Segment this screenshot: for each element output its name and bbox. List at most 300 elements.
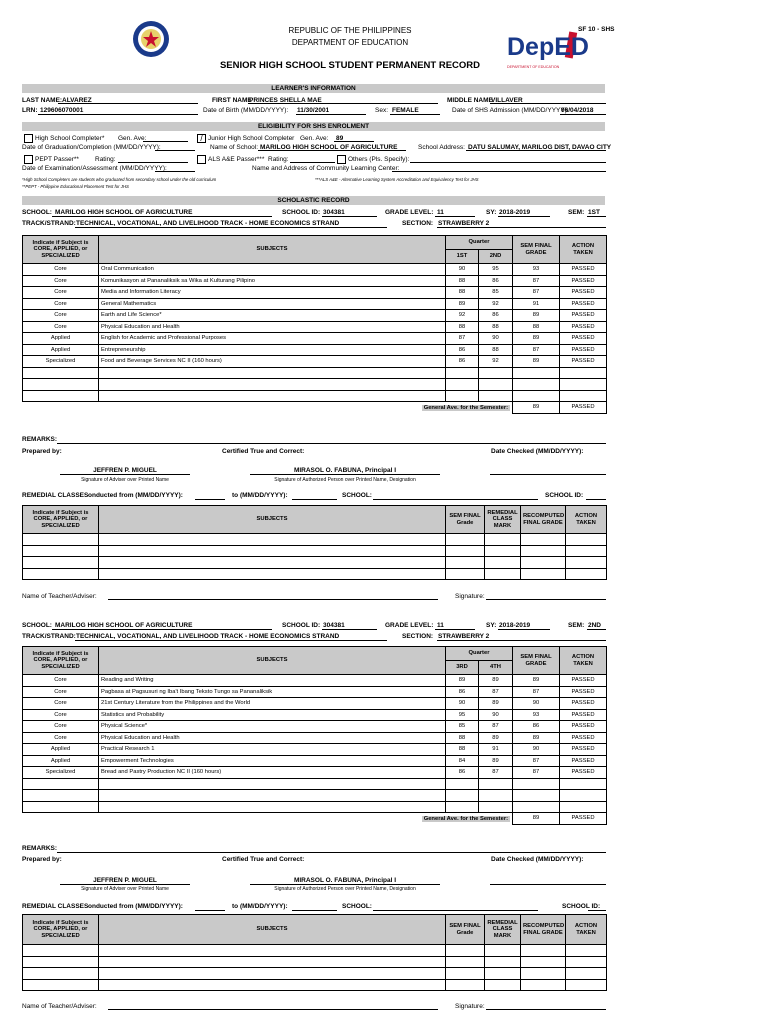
table-row: [23, 778, 607, 790]
quarter-a-grade: [446, 390, 479, 402]
remedial-cell[interactable]: [566, 956, 607, 968]
remedial-cell[interactable]: [99, 956, 446, 968]
remedial-cell[interactable]: [566, 945, 607, 957]
subject-type: Applied: [23, 344, 99, 356]
clc-label: Name and Address of Community Learning Center:: [252, 165, 400, 172]
remedial-cell[interactable]: [23, 968, 99, 980]
sem2-track-label: TRACK/STRAND:: [22, 633, 76, 640]
sem2-remarks-label: REMARKS:: [22, 845, 58, 852]
remedial-cell[interactable]: [521, 557, 566, 569]
subject-type: [23, 778, 99, 790]
sem1-to-label: to (MM/DD/YYYY):: [232, 492, 288, 499]
table-row: [23, 344, 607, 356]
remedial-cell[interactable]: [446, 545, 485, 557]
jhs-gen-ave-label: Gen. Ave:: [300, 135, 329, 142]
remedial-cell[interactable]: [485, 545, 521, 557]
quarter-a-grade: 90: [446, 698, 479, 710]
remedial-cell[interactable]: [23, 568, 99, 580]
action-taken: PASSED: [560, 732, 607, 744]
remedial-cell[interactable]: [485, 956, 521, 968]
remedial-cell[interactable]: [485, 557, 521, 569]
subject-type: Specialized: [23, 767, 99, 779]
remedial-cell[interactable]: [446, 968, 485, 980]
sem2-to-label: to (MM/DD/YYYY):: [232, 903, 288, 910]
jhs-completer-checkbox[interactable]: /: [197, 134, 206, 143]
action-taken: PASSED: [560, 709, 607, 721]
table-row: [23, 264, 607, 276]
quarter-a-grade: [446, 801, 479, 813]
sem1-school-value: MARILOG HIGH SCHOOL OF AGRICULTURE: [55, 209, 193, 216]
sem1-rem-school-label: SCHOOL:: [342, 492, 372, 499]
sem1-sy-label: SY:: [486, 209, 497, 216]
sem1-date-checked-label: Date Checked (MM/DD/YYYY):: [491, 448, 584, 455]
note-als: ***ALS A&E - Alternative Learning System Accreditation and Equivalency Test for JHS: [315, 177, 479, 182]
middle-name-value: VILLAVER: [491, 97, 523, 104]
sem-final-grade: 89: [513, 333, 560, 345]
action-taken: PASSED: [560, 333, 607, 345]
sem2-gen-action: PASSED: [560, 813, 607, 825]
pept-label: PEPT Passer**: [35, 156, 79, 163]
remedial-cell[interactable]: [99, 534, 446, 546]
sem1-sem-label: SEM:: [568, 209, 585, 216]
remedial-cell[interactable]: [99, 545, 446, 557]
sem-final-grade: [513, 367, 560, 379]
others-checkbox[interactable]: [337, 155, 346, 164]
sem-final-grade: [513, 390, 560, 402]
subject-name: Statistics and Probability: [99, 709, 446, 721]
remedial-cell[interactable]: [99, 557, 446, 569]
remedial-cell[interactable]: [23, 979, 99, 991]
subject-type: Core: [23, 321, 99, 333]
table-row: [23, 275, 607, 287]
quarter-b-grade: 89: [479, 698, 513, 710]
quarter-b-grade: [479, 778, 513, 790]
action-taken: PASSED: [560, 744, 607, 756]
sem1-gen-action: PASSED: [560, 402, 607, 414]
subject-type: Core: [23, 264, 99, 276]
deped-logo-text: DepED: [507, 33, 589, 61]
action-taken: PASSED: [560, 698, 607, 710]
exam-date-label: Date of Examination/Assessment (MM/DD/YYYY):: [22, 165, 167, 172]
subject-type: [23, 379, 99, 391]
sem-final-grade: [513, 790, 560, 802]
sem2-rem-head-indicate: Indicate if Subject is CORE, APPLIED, or SPECIALIZED: [23, 915, 99, 945]
remedial-cell[interactable]: [566, 968, 607, 980]
sem1-remarks-label: REMARKS:: [22, 436, 58, 443]
hs-gen-ave-label: Gen. Ave:: [118, 135, 147, 142]
quarter-a-grade: 88: [446, 287, 479, 299]
sem2-head-q1: 3RD: [446, 661, 479, 675]
quarter-a-grade: 88: [446, 275, 479, 287]
remedial-cell[interactable]: [446, 945, 485, 957]
lrn-label: LRN:: [22, 107, 38, 114]
subject-type: Core: [23, 686, 99, 698]
subject-name: Empowerment Technologies: [99, 755, 446, 767]
table-row: [23, 675, 607, 687]
sem2-prepared-label: Prepared by:: [22, 856, 62, 863]
sem2-rem-head-subjects: SUBJECTS: [99, 915, 446, 945]
action-taken: [560, 367, 607, 379]
table-row: [23, 321, 607, 333]
remedial-cell[interactable]: [99, 968, 446, 980]
sem1-prepared-label: Prepared by:: [22, 448, 62, 455]
als-checkbox[interactable]: [197, 155, 206, 164]
sem-final-grade: 89: [513, 732, 560, 744]
sem-final-grade: 91: [513, 298, 560, 310]
quarter-b-grade: 89: [479, 732, 513, 744]
sem1-gen-ave-value: 89: [513, 402, 560, 414]
sem1-adviser-caption: Signature of Adviser over Printed Name: [81, 477, 169, 483]
sex-label: Sex:: [375, 107, 389, 114]
remedial-cell[interactable]: [99, 945, 446, 957]
quarter-a-grade: 86: [446, 344, 479, 356]
remedial-cell[interactable]: [566, 557, 607, 569]
action-taken: PASSED: [560, 686, 607, 698]
sem1-head-final: SEM FINAL GRADE: [513, 236, 560, 264]
sem1-rem-head-subjects: SUBJECTS: [99, 506, 446, 534]
remedial-cell[interactable]: [23, 534, 99, 546]
sem1-head-indicate: Indicate if Subject is CORE, APPLIED, or SPECIALIZED: [23, 236, 99, 264]
sem-final-grade: 93: [513, 264, 560, 276]
remedial-cell[interactable]: [566, 534, 607, 546]
sem1-track-value: TECHNICAL, VOCATIONAL, AND LIVELIHOOD TRACK - HOME ECONOMICS STRAND: [76, 220, 340, 227]
remedial-cell[interactable]: [485, 534, 521, 546]
action-taken: PASSED: [560, 264, 607, 276]
sem2-gen-ave-value: 89: [513, 813, 560, 825]
subject-type: Core: [23, 287, 99, 299]
subject-name: [99, 367, 446, 379]
sem2-school-id-label: SCHOOL ID:: [282, 622, 321, 629]
quarter-b-grade: 91: [479, 744, 513, 756]
remedial-cell[interactable]: [99, 979, 446, 991]
sem2-head-action: ACTION TAKEN: [560, 647, 607, 675]
sem2-principal-caption: Signature of Authorized Person over Printed Name, Designation: [274, 886, 416, 892]
sem2-grade-value: 11: [437, 622, 444, 629]
quarter-b-grade: [479, 367, 513, 379]
sem2-grade-label: GRADE LEVEL:: [385, 622, 434, 629]
remedial-cell[interactable]: [566, 979, 607, 991]
remedial-cell[interactable]: [23, 956, 99, 968]
remedial-cell[interactable]: [23, 945, 99, 957]
remedial-row: [23, 968, 607, 980]
quarter-a-grade: 86: [446, 767, 479, 779]
quarter-b-grade: 90: [479, 709, 513, 721]
sem-final-grade: 89: [513, 675, 560, 687]
action-taken: [560, 379, 607, 391]
subject-name: [99, 790, 446, 802]
quarter-a-grade: 92: [446, 310, 479, 322]
action-taken: [560, 790, 607, 802]
remedial-row: [23, 945, 607, 957]
remedial-cell[interactable]: [446, 979, 485, 991]
sem2-rem-head-final: SEM FINAL Grade: [446, 915, 485, 945]
action-taken: PASSED: [560, 310, 607, 322]
action-taken: [560, 801, 607, 813]
middle-name-label: MIDDLE NAME: [447, 97, 493, 104]
sem1-section-label: SECTION:: [402, 220, 434, 227]
sem1-grade-label: GRADE LEVEL:: [385, 209, 434, 216]
sem2-school-label: SCHOOL:: [22, 622, 52, 629]
quarter-b-grade: [479, 379, 513, 391]
sem1-remedial-label: REMEDIAL CLASSES: [22, 492, 89, 499]
quarter-b-grade: 89: [479, 675, 513, 687]
sem1-school-label: SCHOOL:: [22, 209, 52, 216]
pept-rating-label: Rating:: [95, 156, 116, 163]
table-row: [23, 333, 607, 345]
sem2-head-indicate: Indicate if Subject is CORE, APPLIED, or SPECIALIZED: [23, 647, 99, 675]
remedial-cell[interactable]: [521, 545, 566, 557]
republic-text: REPUBLIC OF THE PHILIPPINES: [288, 26, 412, 35]
subject-name: General Mathematics: [99, 298, 446, 310]
table-row: [23, 721, 607, 733]
subject-name: Komunikasyon at Pananaliksik sa Wika at Kulturang Pilipino: [99, 275, 446, 287]
scholastic-record-band: SCHOLASTIC RECORD: [22, 196, 605, 205]
sem1-school-id-label: SCHOOL ID:: [282, 209, 321, 216]
subject-name: Media and Information Literacy: [99, 287, 446, 299]
quarter-b-grade: 95: [479, 264, 513, 276]
quarter-a-grade: 86: [446, 356, 479, 368]
sem1-signature-label: Signature:: [455, 593, 485, 600]
sem1-adviser-name: JEFFREN P. MIGUEL: [93, 467, 157, 474]
remedial-cell[interactable]: [99, 568, 446, 580]
sem2-school-id-value: 304381: [323, 622, 345, 629]
sem-final-grade: [513, 778, 560, 790]
subject-type: [23, 790, 99, 802]
table-row: [23, 790, 607, 802]
subject-type: Core: [23, 310, 99, 322]
quarter-b-grade: 87: [479, 721, 513, 733]
table-row: [23, 379, 607, 391]
quarter-a-grade: 84: [446, 755, 479, 767]
sem-final-grade: 90: [513, 744, 560, 756]
remedial-cell[interactable]: [521, 534, 566, 546]
pept-checkbox[interactable]: [24, 155, 33, 164]
remedial-row: [23, 956, 607, 968]
quarter-b-grade: [479, 790, 513, 802]
quarter-a-grade: 95: [446, 709, 479, 721]
subject-name: Reading and Writing: [99, 675, 446, 687]
action-taken: PASSED: [560, 321, 607, 333]
sem2-conducted-label: onducted from (MM/DD/YYYY):: [88, 903, 183, 910]
dob-label: Date of Birth (MM/DD/YYYY):: [203, 107, 289, 114]
subject-type: [23, 367, 99, 379]
subject-name: Practical Research 1: [99, 744, 446, 756]
sem1-sy-value: 2018-2019: [499, 209, 531, 216]
sem1-rem-head-recomputed: RECOMPUTED FINAL GRADE: [521, 506, 566, 534]
sem2-grades-table: [22, 646, 607, 825]
subject-name: Oral Communication: [99, 264, 446, 276]
sem2-rem-head-action: ACTION TAKEN: [566, 915, 607, 945]
hs-completer-label: High School Completer*: [35, 135, 105, 142]
subject-type: Applied: [23, 755, 99, 767]
sem-final-grade: [513, 801, 560, 813]
sem2-rem-head-mark: REMEDIAL CLASS MARK: [485, 915, 521, 945]
school-name-label: Name of School:: [210, 144, 259, 151]
sem2-sy-label: SY:: [486, 622, 497, 629]
sem-final-grade: 86: [513, 721, 560, 733]
school-name-value: MARILOG HIGH SCHOOL OF AGRICULTURE: [260, 144, 398, 151]
subject-name: Physical Education and Health: [99, 321, 446, 333]
remedial-row: [23, 557, 607, 569]
sem-final-grade: 89: [513, 310, 560, 322]
hs-completer-checkbox[interactable]: [24, 134, 33, 143]
note-pept: **PEPT - Philippine Educational Placement Test for JHS: [22, 184, 129, 189]
action-taken: PASSED: [560, 721, 607, 733]
remedial-cell[interactable]: [485, 945, 521, 957]
remedial-cell[interactable]: [485, 968, 521, 980]
table-row: [23, 310, 607, 322]
department-text: DEPARTMENT OF EDUCATION: [291, 38, 409, 47]
table-row: [23, 755, 607, 767]
quarter-b-grade: 86: [479, 275, 513, 287]
quarter-a-grade: 88: [446, 732, 479, 744]
subject-name: [99, 379, 446, 391]
sem-final-grade: 88: [513, 321, 560, 333]
sem2-remedial-label: REMEDIAL CLASSES: [22, 903, 89, 910]
admission-value: 06/04/2018: [561, 107, 594, 114]
subject-type: Core: [23, 698, 99, 710]
remedial-row: [23, 545, 607, 557]
sem-final-grade: 90: [513, 698, 560, 710]
quarter-a-grade: 90: [446, 264, 479, 276]
sem-final-grade: 87: [513, 287, 560, 299]
remedial-cell[interactable]: [446, 534, 485, 546]
remedial-cell[interactable]: [521, 568, 566, 580]
quarter-b-grade: 87: [479, 686, 513, 698]
sem1-head-quarter: Quarter: [446, 236, 513, 250]
sem2-teacher-label: Name of Teacher/Adviser:: [22, 1003, 97, 1010]
deped-seal-logo: [132, 20, 170, 58]
first-name-label: FIRST NAME: [212, 97, 252, 104]
als-label: ALS A&E Passer***: [208, 156, 265, 163]
table-row: [23, 767, 607, 779]
sem-final-grade: 93: [513, 709, 560, 721]
deped-logo: [505, 30, 615, 74]
subject-name: Entrepreneurship: [99, 344, 446, 356]
action-taken: PASSED: [560, 298, 607, 310]
table-row: [23, 801, 607, 813]
sem1-school-id-value: 304381: [323, 209, 345, 216]
quarter-a-grade: [446, 379, 479, 391]
quarter-b-grade: 90: [479, 333, 513, 345]
remedial-row: [23, 979, 607, 991]
remedial-cell[interactable]: [566, 568, 607, 580]
remedial-cell[interactable]: [485, 568, 521, 580]
table-row: [23, 367, 607, 379]
sem2-certified-label: Certified True and Correct:: [222, 856, 305, 863]
table-row: [23, 298, 607, 310]
remedial-cell[interactable]: [521, 979, 566, 991]
remedial-cell[interactable]: [446, 956, 485, 968]
sem2-sem-label: SEM:: [568, 622, 585, 629]
subject-name: Pagbasa at Pagsusuri ng Iba't Ibang Teksto Tungo sa Pananaliksik: [99, 686, 446, 698]
remedial-cell[interactable]: [521, 956, 566, 968]
sem1-teacher-label: Name of Teacher/Adviser:: [22, 593, 97, 600]
eligibility-band: ELIGIBILITY FOR SHS ENROLMENT: [22, 122, 605, 131]
sem1-rem-head-action: ACTION TAKEN: [566, 506, 607, 534]
quarter-b-grade: 92: [479, 298, 513, 310]
sem2-gen-ave-label: General Ave. for the Semester:: [23, 813, 513, 825]
remedial-cell[interactable]: [521, 968, 566, 980]
quarter-a-grade: [446, 790, 479, 802]
action-taken: PASSED: [560, 755, 607, 767]
lrn-value: 129606070001: [40, 107, 84, 114]
sem-final-grade: 87: [513, 275, 560, 287]
sem2-head-quarter: Quarter: [446, 647, 513, 661]
remedial-cell[interactable]: [23, 557, 99, 569]
subject-type: Applied: [23, 333, 99, 345]
action-taken: PASSED: [560, 675, 607, 687]
sem1-conducted-label: onducted from (MM/DD/YYYY):: [88, 492, 183, 499]
subject-name: Food and Beverage Services NC II (160 hours): [99, 356, 446, 368]
grad-date-label: Date of Graduation/Completion (MM/DD/YYYY):: [22, 144, 161, 151]
subject-name: Bread and Pastry Production NC II (160 hours): [99, 767, 446, 779]
sem2-sy-value: 2018-2019: [499, 622, 531, 629]
subject-name: Earth and Life Science*: [99, 310, 446, 322]
sem1-grade-value: 11: [437, 209, 444, 216]
admission-label: Date of SHS Admission (MM/DD/YYYY):: [452, 107, 569, 114]
sex-value: FEMALE: [392, 107, 419, 114]
remedial-cell[interactable]: [446, 557, 485, 569]
action-taken: PASSED: [560, 356, 607, 368]
sem1-sem-value: 1ST: [588, 209, 600, 216]
table-row: [23, 709, 607, 721]
subject-type: Core: [23, 675, 99, 687]
subject-type: Core: [23, 721, 99, 733]
subject-name: English for Academic and Professional Purposes: [99, 333, 446, 345]
remedial-row: [23, 534, 607, 546]
subject-name: [99, 390, 446, 402]
quarter-b-grade: 88: [479, 344, 513, 356]
sem1-rem-head-indicate: Indicate if Subject is CORE, APPLIED, or SPECIALIZED: [23, 506, 99, 534]
subject-type: Core: [23, 732, 99, 744]
remedial-cell[interactable]: [23, 545, 99, 557]
others-label: Others (Pls. Specify):: [348, 156, 410, 163]
school-address-label: School Address:: [418, 144, 465, 151]
table-row: [23, 698, 607, 710]
sem1-rem-head-final: SEM FINAL Grade: [446, 506, 485, 534]
sem1-principal-caption: Signature of Authorized Person over Printed Name, Designation: [274, 477, 416, 483]
sem2-date-checked-label: Date Checked (MM/DD/YYYY):: [491, 856, 584, 863]
sem2-track-value: TECHNICAL, VOCATIONAL, AND LIVELIHOOD TRACK - HOME ECONOMICS STRAND: [76, 633, 340, 640]
action-taken: PASSED: [560, 344, 607, 356]
quarter-b-grade: 87: [479, 767, 513, 779]
remedial-cell[interactable]: [566, 545, 607, 557]
sem1-head-subjects: SUBJECTS: [99, 236, 446, 264]
table-row: [23, 356, 607, 368]
quarter-b-grade: 86: [479, 310, 513, 322]
sem2-head-q2: 4TH: [479, 661, 513, 675]
sem2-signature-label: Signature:: [455, 1003, 485, 1010]
remedial-cell[interactable]: [485, 979, 521, 991]
sem1-track-label: TRACK/STRAND:: [22, 220, 76, 227]
jhs-completer-label: Junior High School Completer: [208, 135, 295, 142]
quarter-b-grade: [479, 801, 513, 813]
subject-type: [23, 801, 99, 813]
quarter-a-grade: [446, 778, 479, 790]
subject-type: Specialized: [23, 356, 99, 368]
remedial-cell[interactable]: [521, 945, 566, 957]
last-name-value: ALVAREZ: [62, 97, 92, 104]
subject-type: Core: [23, 275, 99, 287]
remedial-cell[interactable]: [446, 568, 485, 580]
sem1-head-q2: 2ND: [479, 250, 513, 264]
jhs-gen-ave-value: 89: [336, 135, 344, 142]
note-hs-completer: *High School Completers are students who graduated from secondary school under the old curriculum: [22, 177, 217, 182]
sem1-rem-head-mark: REMEDIAL CLASS MARK: [485, 506, 521, 534]
remedial-row: [23, 568, 607, 580]
sem1-gen-ave-label: General Ave. for the Semester:: [23, 402, 513, 414]
